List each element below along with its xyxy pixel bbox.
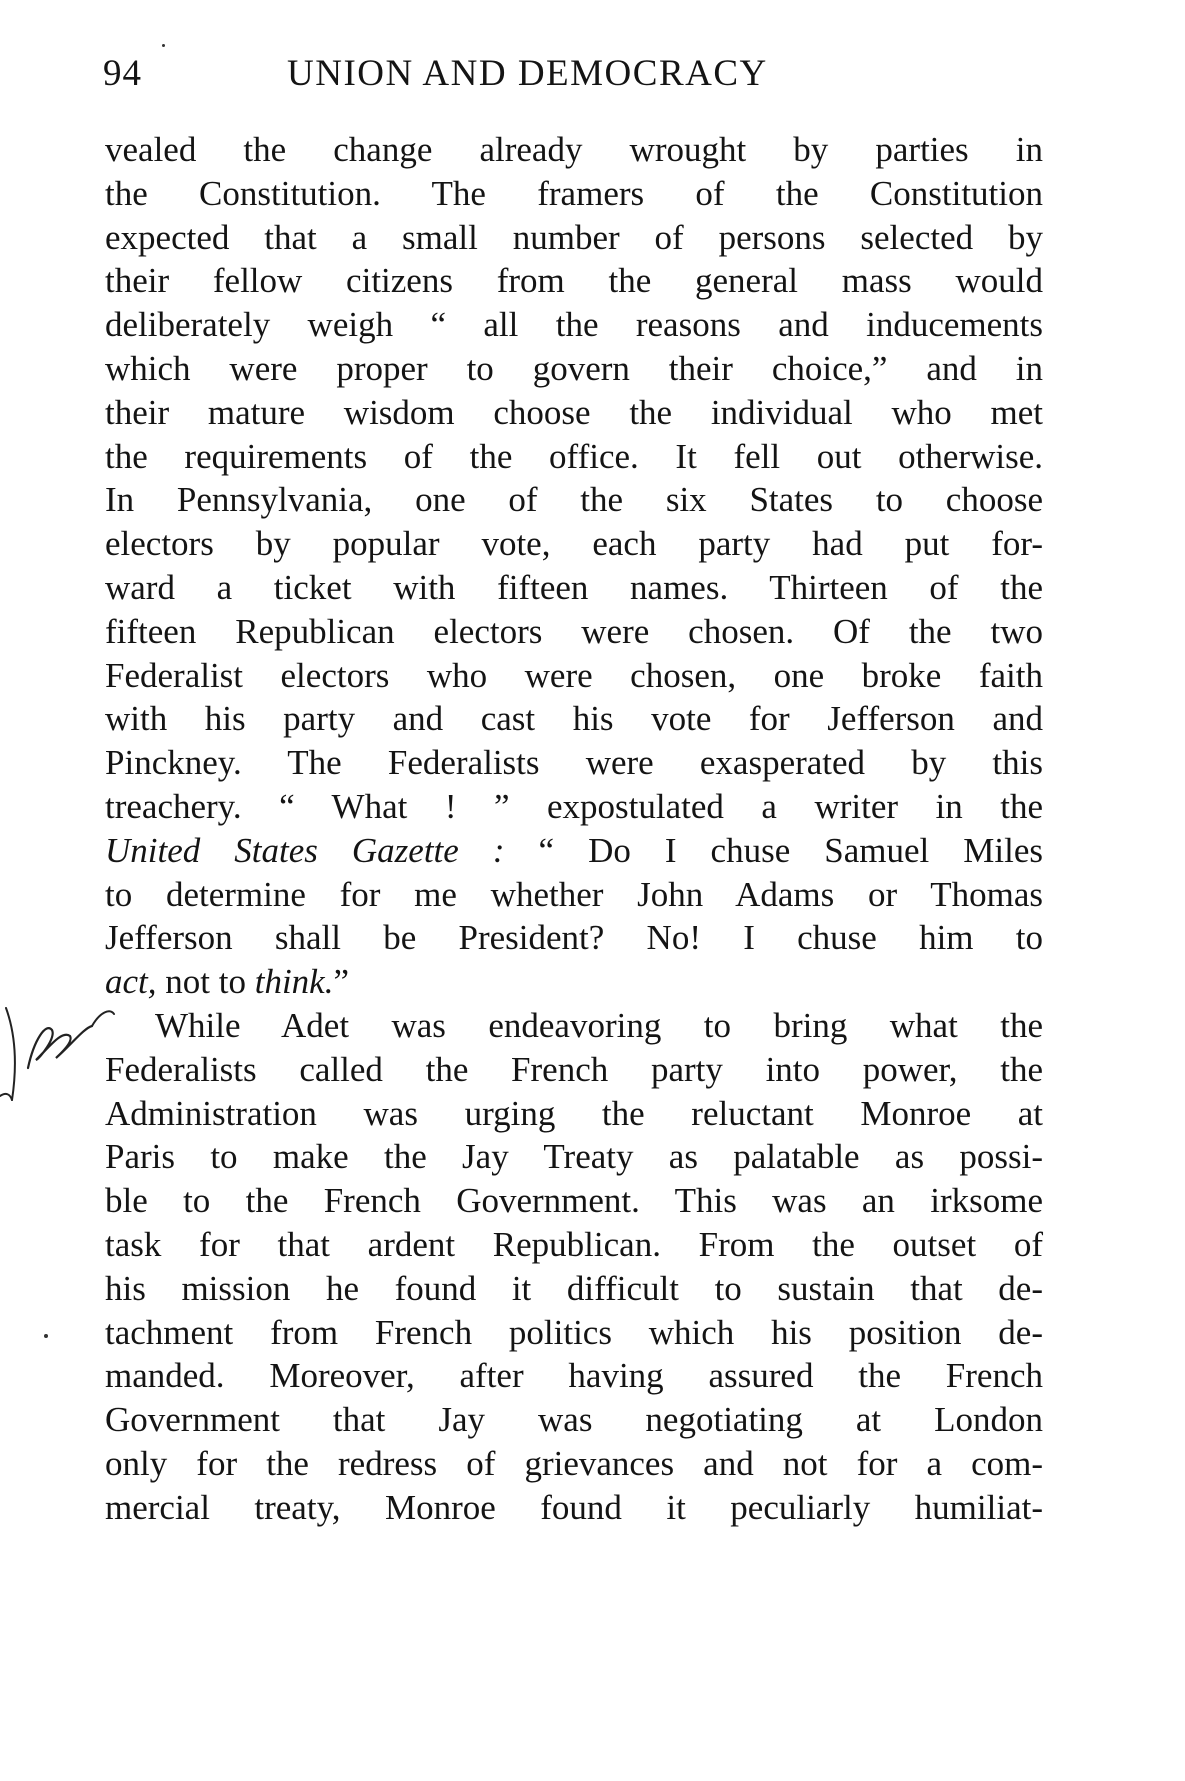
text-line: electors by popular vote, each party had put for- <box>105 524 1043 564</box>
text-line: manded. Moreover, after having assured the French <box>105 1356 1043 1396</box>
text-line: the requirements of the office. It fell out otherwise. <box>105 436 1043 476</box>
newspaper-title: United States Gazette : <box>105 830 505 870</box>
emphasis-think: think. <box>254 962 334 1002</box>
text-line: their fellow citizens from the general mass would <box>105 261 1043 301</box>
quote-end-line <box>105 960 1043 1004</box>
text-line: Pinckney. The Federalists were exasperated by this <box>105 743 1043 783</box>
text-line: mercial treaty, Monroe found it peculiarly humiliat- <box>105 1487 1043 1527</box>
text-line: Administration was urging the reluctant Monroe at <box>105 1093 1043 1133</box>
quote-start: “ Do I chuse Samuel Miles <box>538 830 1043 870</box>
text-line: to determine for me whether John Adams or Thomas <box>105 874 1043 914</box>
text-line: Jefferson shall be President? No! I chuse him to <box>105 918 1043 958</box>
text-line: ble to the French Government. This was an irksome <box>105 1181 1043 1221</box>
text-line: task for that ardent Republican. From the outset of <box>105 1224 1043 1264</box>
page-number: 94 <box>103 53 142 94</box>
text-line: vealed the change already wrought by parties in <box>105 130 1043 169</box>
handwritten-margin-mark <box>0 1000 120 1120</box>
text-line: Federalists called the French party into power, the <box>105 1049 1043 1089</box>
running-head: UNION AND DEMOCRACY <box>287 53 768 94</box>
text-line: with his party and cast his vote for Jefferson and <box>105 699 1043 739</box>
text-line: their mature wisdom choose the individual who met <box>105 392 1043 432</box>
text-line: Government that Jay was negotiating at London <box>105 1400 1043 1440</box>
text-line: fifteen Republican electors were chosen. Of the two <box>105 611 1043 651</box>
page-header <box>103 52 883 112</box>
text-line: treachery. “ What ! ” expostulated a writer in the <box>105 786 1043 826</box>
text-line: his mission he found it difficult to sustain that de- <box>105 1268 1043 1308</box>
text-line: only for the redress of grievances and not for a com- <box>105 1443 1043 1483</box>
text-line: In Pennsylvania, one of the six States to choose <box>105 480 1043 520</box>
paragraph-first-line: While Adet was endeavoring to bring what the <box>155 1005 1043 1045</box>
gazette-line <box>105 829 1043 873</box>
text-line: tachment from French politics which his position de- <box>105 1312 1043 1352</box>
text-line: ward a ticket with fifteen names. Thirteen of the <box>105 567 1043 607</box>
text-line: which were proper to govern their choice,” and in <box>105 348 1043 388</box>
text-fragment: not to <box>165 962 246 1002</box>
ink-speck <box>162 44 165 47</box>
text-line: deliberately weigh “ all the reasons and inducements <box>105 305 1043 345</box>
text-line: the Constitution. The framers of the Constitution <box>105 173 1043 213</box>
ink-speck <box>44 1334 48 1338</box>
closing-quote: ” <box>333 962 349 1002</box>
body-text <box>105 128 1043 1530</box>
text-line: Federalist electors who were chosen, one broke faith <box>105 655 1043 695</box>
emphasis-act: act, <box>105 962 157 1002</box>
text-line: Paris to make the Jay Treaty as palatable as possi- <box>105 1137 1043 1177</box>
text-line: expected that a small number of persons selected by <box>105 217 1043 257</box>
